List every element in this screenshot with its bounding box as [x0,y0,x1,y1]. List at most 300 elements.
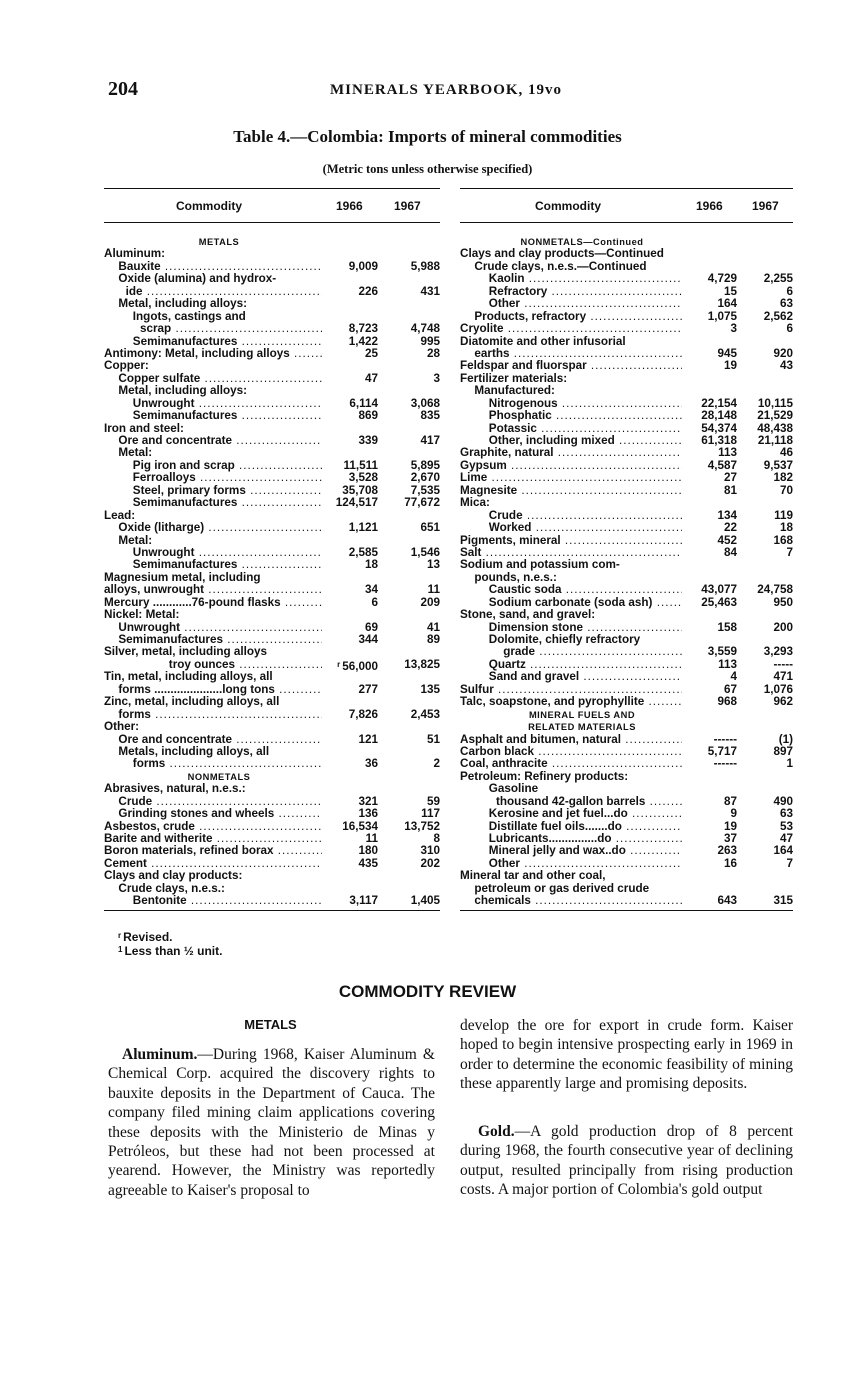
value-1966: 4 [730,670,737,684]
commodity-label: Sodium and potassium com- [460,559,620,572]
table-row [104,845,440,857]
value-1966: 158 [717,620,737,634]
table-rows-right [460,236,793,908]
commodity-label: Zinc, metal, including alloys, all [104,696,280,709]
commodity-label: Ingots, castings and [132,310,246,323]
table-row [460,821,793,833]
table-row [460,273,793,285]
table-row [460,734,793,746]
commodity-label: Bauxite ..... [118,261,322,273]
value-1966: 1,075 [707,309,737,323]
value-1966: 25,463 [701,595,737,609]
aluminum-lead: Aluminum. [122,1046,198,1063]
table-row [460,634,793,646]
table-row [460,833,793,845]
commodity-label: Metal, including alloys: [118,385,247,398]
value-1966: 19 [723,359,737,373]
value-1967: 4,748 [410,322,440,336]
value-1966: 3 [730,322,737,336]
table-row [460,771,793,783]
value-1966: 4,587 [707,458,737,472]
value-1967: 2,562 [763,309,793,323]
commodity-label: Stone, sand, and gravel: [460,609,596,622]
commodity-label: Other: [104,721,140,734]
value-1967: 315 [773,894,793,908]
table-row [460,261,793,273]
table-bottom-rule [460,910,793,911]
commodity-label: Dolomite, chiefly refractory [488,634,641,646]
value-1967: 28 [426,346,440,360]
value-1966: 22,154 [701,396,737,410]
table-subtitle: (Metric tons unless otherwise specified) [322,162,533,176]
commodity-label: Mercury ............76-pound flasks ..... [104,597,322,609]
gold-lead: Gold. [478,1123,515,1140]
value-1967: 1,076 [763,682,793,696]
value-1966: 5,717 [707,744,737,758]
value-1967: 2,255 [763,272,793,286]
commodity-label: Other ..... [489,298,682,310]
running-title: MINERALS YEARBOOK, 19vo [330,82,563,98]
value-1967: 490 [773,794,793,808]
commodity-label: pounds, n.e.s.: [474,571,557,584]
value-1967: 1,546 [410,545,440,559]
table-row [104,248,440,260]
table-row [104,721,440,733]
commodity-label: petroleum or gas derived crude [474,882,650,895]
commodity-label: Diatomite and other infusorial [460,335,626,348]
commodity-label: Ore and concentrate ..... [118,734,322,746]
table-row [460,597,793,609]
value-1967: 3,068 [410,396,440,410]
commodity-label: Asbestos, crude ..... [104,821,322,833]
value-1967: 135 [420,682,440,696]
value-1966: ------ [713,732,737,746]
commodity-label: Oxide (litharge) ..... [118,522,322,534]
table-row [104,447,440,459]
commodity-label: earths ..... [474,348,682,360]
commodity-label: chemicals ..... [474,895,682,907]
table-row [104,547,440,559]
commodity-label: Grinding stones and wheels ..... [118,808,322,820]
commodity-label: Nickel: Metal: [104,609,180,622]
commodity-label: Dimension stone ..... [489,622,682,634]
metals-heading: METALS [244,1017,297,1032]
value-1967: 7 [786,545,793,559]
commodity-label: Metal, including alloys: [118,298,247,311]
commodity-label: Carbon black ..... [460,746,682,758]
value-1967: 471 [773,670,793,684]
commodity-label: forms .....................long tons ..... [118,684,322,696]
table-header-right [460,188,793,222]
value-1967: 5,988 [410,259,440,273]
commodity-label: Barite and witherite ..... [104,833,322,845]
commodity-label: Aluminum: [104,248,166,261]
commodity-label: Crude ..... [118,796,322,808]
table-row [104,808,440,820]
value-1966: 6,114 [349,396,378,410]
value-1966: 134 [717,508,737,522]
table-row [460,796,793,808]
table-row [104,360,440,372]
value-1966: 36 [364,757,378,771]
header-1966: 1966 [336,199,363,213]
value-1967: 70 [779,483,793,497]
table-row [460,609,793,621]
value-1967: 2,670 [410,471,440,485]
commodity-label: Unwrought ..... [133,398,322,410]
table-row [460,298,793,310]
value-1967: 43 [779,359,793,373]
commodity-label: troy ounces ..... [169,659,322,671]
value-1966: 869 [358,409,378,423]
value-1967: 53 [779,819,793,833]
value-1966: 35,708 [342,483,378,497]
table-row [104,485,440,497]
value-1967: 47 [779,832,793,845]
value-1966: 3,528 [348,471,378,485]
commodity-label: Petroleum: Refinery products: [460,770,629,783]
commodity-label: Cement ..... [104,858,322,870]
commodity-label: Phosphatic ..... [489,410,682,422]
table-row [460,447,793,459]
table-row [460,572,793,584]
table-row [104,584,440,596]
table-row [104,796,440,808]
commodity-label: Caustic soda ..... [489,584,682,596]
table-row [460,535,793,547]
commodity-label: Gypsum ..... [460,460,682,472]
commodity-label: Silver, metal, including alloys [104,646,268,659]
commodity-label: Tin, metal, including alloys, all [104,671,273,684]
value-1967: 431 [420,284,440,298]
value-1966: 84 [723,545,737,559]
aluminum-paragraph [108,1045,435,1200]
commodity-label: thousand 42-gallon barrels ..... [496,796,682,808]
value-1967: 2 [433,757,440,771]
commodity-label: Semimanufactures ..... [133,497,322,509]
table-row [460,460,793,472]
value-1967: 164 [773,844,793,858]
value-1966: 18 [364,558,378,572]
commodity-label: Quartz ..... [489,659,682,671]
commodity-label: Kaolin ..... [489,273,682,285]
value-1967: 59 [426,794,440,808]
value-1967: 202 [420,856,440,870]
commodity-label: Unwrought ..... [133,547,322,559]
table-row [460,472,793,484]
gold-paragraph [460,1122,793,1200]
commodity-label: Semimanufactures ..... [118,634,322,646]
commodity-label: ide ..... [126,286,322,298]
commodity-label: forms ..... [118,709,322,721]
table-row [104,323,440,335]
commodity-label: Other ..... [489,858,682,870]
value-1967: 182 [773,471,793,485]
value-1967: ----- [773,657,793,671]
commodity-label: Ferroalloys ..... [133,472,322,484]
page-number: 204 [108,78,138,100]
commodity-label: Pig iron and scrap ..... [133,460,322,472]
value-1966: 22 [723,521,737,535]
table-row [460,584,793,596]
footnote-less-than-half: $^1$ Less than ½ unit. [118,944,223,958]
table-row [104,435,440,447]
value-1966: 435 [358,856,378,870]
commodity-label: Crude clays, n.e.s.: [118,882,225,895]
section-label: NONMETALS—Continued [520,237,644,247]
section-label: NONMETALS [187,771,251,782]
commodity-label: forms ..... [133,758,322,770]
commodity-label: Mineral tar and other coal, [460,870,606,883]
commodity-label: Refractory ..... [489,286,682,298]
commodity-label: Gasoline [488,783,539,796]
value-1967: 10,115 [757,396,793,410]
value-1967: 9,537 [763,458,793,472]
table-row [460,547,793,559]
value-1967: 89 [426,633,440,646]
commodity-label: Metal: [118,447,153,460]
value-1967: 46 [779,446,793,460]
section-label: METALS [198,237,240,247]
table-row [104,646,440,658]
table-row [460,435,793,447]
value-1967: 5,895 [410,458,440,472]
commodity-label: Oxide (alumina) and hydrox- [118,273,277,286]
table-row [104,261,440,273]
table-row [460,248,793,260]
table-row [104,696,440,708]
table-row [460,311,793,323]
commodity-label: Products, refractory ..... [474,311,682,323]
table-row [460,510,793,522]
value-1967: 13,825 [404,657,440,671]
value-1967: 6 [786,284,793,298]
table-row [460,373,793,385]
table-section-heading [104,771,440,783]
table-row [104,559,440,571]
section-label: MINERAL FUELS AND [528,709,636,720]
commodity-label: Semimanufactures ..... [133,336,322,348]
value-1967: 7 [786,856,793,870]
table-right-half [460,188,793,918]
table-row [104,373,440,385]
value-1967: 7,535 [410,483,440,497]
table-row [460,671,793,683]
value-1966: $^r$ 56,000 [337,659,378,673]
table-header-rule [104,222,440,223]
footnote-revised: $^r$ Revised. [118,930,173,944]
table-row [104,622,440,634]
table-row [104,472,440,484]
value-1966: 3,559 [707,645,737,659]
commodity-label: Asphalt and bitumen, natural ..... [460,734,682,746]
value-1966: 1,422 [348,334,378,348]
commodity-label: Metals, including alloys, all [118,745,270,758]
value-1966: 25 [364,346,378,360]
table-row [460,895,793,907]
table-row [460,385,793,397]
value-1967: 63 [779,297,793,311]
value-1967: 310 [420,844,440,858]
value-1966: 121 [358,732,378,746]
header-1967: 1967 [394,199,421,213]
table-row [104,522,440,534]
value-1966: 180 [358,844,378,858]
value-1967: 21,529 [757,409,793,423]
table-row [460,559,793,571]
table-row [104,572,440,584]
table-row [104,895,440,907]
commodity-label: Unwrought ..... [118,622,322,634]
table-row [104,597,440,609]
value-1967: 962 [773,695,793,709]
value-1966: 81 [723,483,737,497]
value-1967: 1,405 [410,894,440,908]
value-1966: 27 [723,471,737,485]
table-section-heading [460,721,793,733]
value-1967: 920 [773,346,793,360]
table-row [104,734,440,746]
value-1967: 3,293 [763,645,793,659]
table-row [104,858,440,870]
value-1966: 37 [723,832,737,845]
table-row [460,659,793,671]
value-1966: 11,511 [343,458,378,472]
commodity-label: Copper: [104,360,149,373]
table-header-left [104,188,440,222]
value-1966: 9 [730,807,737,821]
commodity-label: Lead: [104,509,136,522]
table-row [460,808,793,820]
table-section-heading [104,236,440,248]
value-1966: 321 [358,794,378,808]
aluminum-continued-paragraph: develop the ore for export in crude form. Kaiser hoped to begin intensive prospecting early in 1969 in order to determine the economic feasibility of mining these apparently large and promising deposits. [460,1017,793,1093]
commodity-review-heading: COMMODITY REVIEW [338,982,517,1001]
value-1966: 43,077 [701,583,737,597]
commodity-label: Antimony: Metal, including alloys ..... [104,348,322,360]
value-1967: 209 [420,595,440,609]
value-1967: 651 [420,521,440,535]
table-row [104,684,440,696]
value-1966: 164 [717,297,737,311]
commodity-label: Feldspar and fluorspar ..... [460,360,682,372]
table-row [104,460,440,472]
table-title: Table 4.—Colombia: Imports of mineral commodities [233,127,622,146]
value-1967: 13 [426,558,440,572]
value-1967: 995 [420,334,440,348]
table-row [460,485,793,497]
value-1966: 124,517 [335,496,378,510]
value-1966: 16,534 [342,819,378,833]
commodity-label: Iron and steel: [104,422,184,435]
value-1967: 835 [420,409,440,423]
value-1967: 51 [426,732,440,746]
value-1966: 2,585 [348,545,378,559]
value-1967: 2,453 [410,707,440,721]
value-1967: 11 [427,583,440,597]
table-row [460,783,793,795]
commodity-label: Mineral jelly and wax..do ..... [489,845,682,857]
table-row [104,311,440,323]
value-1967: 41 [426,620,440,634]
value-1966: 113 [718,446,737,460]
table-row [460,286,793,298]
value-1967: 24,758 [757,583,793,597]
value-1966: 113 [718,657,737,671]
value-1966: 28,148 [701,409,737,423]
value-1966: 61,318 [701,434,737,447]
commodity-label: Steel, primary forms ..... [133,485,322,497]
table-section-heading [460,709,793,721]
commodity-label: Cryolite ..... [460,323,682,335]
commodity-label: Other, including mixed ..... [489,435,682,447]
commodity-label: Semimanufactures ..... [133,410,322,422]
value-1966: 968 [717,695,737,709]
commodity-label: Metal: [118,534,153,547]
table-row [460,410,793,422]
value-1967: 6 [786,322,793,336]
commodity-label: Kerosine and jet fuel...do ..... [489,808,682,820]
table-row [460,858,793,870]
commodity-label: Magnesite ..... [460,485,682,497]
value-1966: 263 [717,844,737,858]
header-1966: 1966 [696,199,723,213]
value-1966: 7,826 [348,707,378,721]
value-1966: 47 [364,371,378,385]
table-header-rule [460,222,793,223]
header-1967: 1967 [752,199,779,213]
value-1967: 48,438 [757,421,793,435]
table-row [104,273,440,285]
value-1966: 69 [364,620,378,634]
commodity-label: Sand and gravel ..... [489,671,682,683]
table-row [104,336,440,348]
commodity-label: Worked ..... [489,522,682,534]
table-row [460,323,793,335]
commodity-label: Clays and clay products—Continued [460,248,664,261]
header-commodity: Commodity [176,199,242,213]
table-row [104,634,440,646]
value-1966: 9,009 [348,259,378,273]
table-row [104,883,440,895]
table-row [460,746,793,758]
section-label: RELATED MATERIALS [528,722,636,733]
value-1967: 21,118 [757,434,793,447]
table-left-half [104,188,440,918]
commodity-label: Lime ..... [460,472,682,484]
table-row [104,659,440,671]
value-1966: 226 [358,284,378,298]
value-1966: 452 [717,533,737,547]
commodity-label: Abrasives, natural, n.e.s.: [104,783,246,796]
commodity-label: Salt ..... [460,547,682,559]
commodity-label: Ore and concentrate ..... [118,435,322,447]
table-row [104,833,440,845]
commodity-label: Coal, anthracite ..... [460,758,682,770]
table-bottom-rule [104,910,440,911]
value-1966: 8,723 [348,322,378,336]
table-row [104,746,440,758]
value-1967: 950 [773,595,793,609]
value-1966: 277 [358,682,378,696]
table-row [460,360,793,372]
value-1967: (1) [778,732,793,746]
commodity-label: Graphite, natural ..... [460,447,682,459]
value-1967: 63 [779,807,793,821]
commodity-label: Copper sulfate ..... [118,373,322,385]
value-1967: 200 [773,620,793,634]
table-row [104,510,440,522]
